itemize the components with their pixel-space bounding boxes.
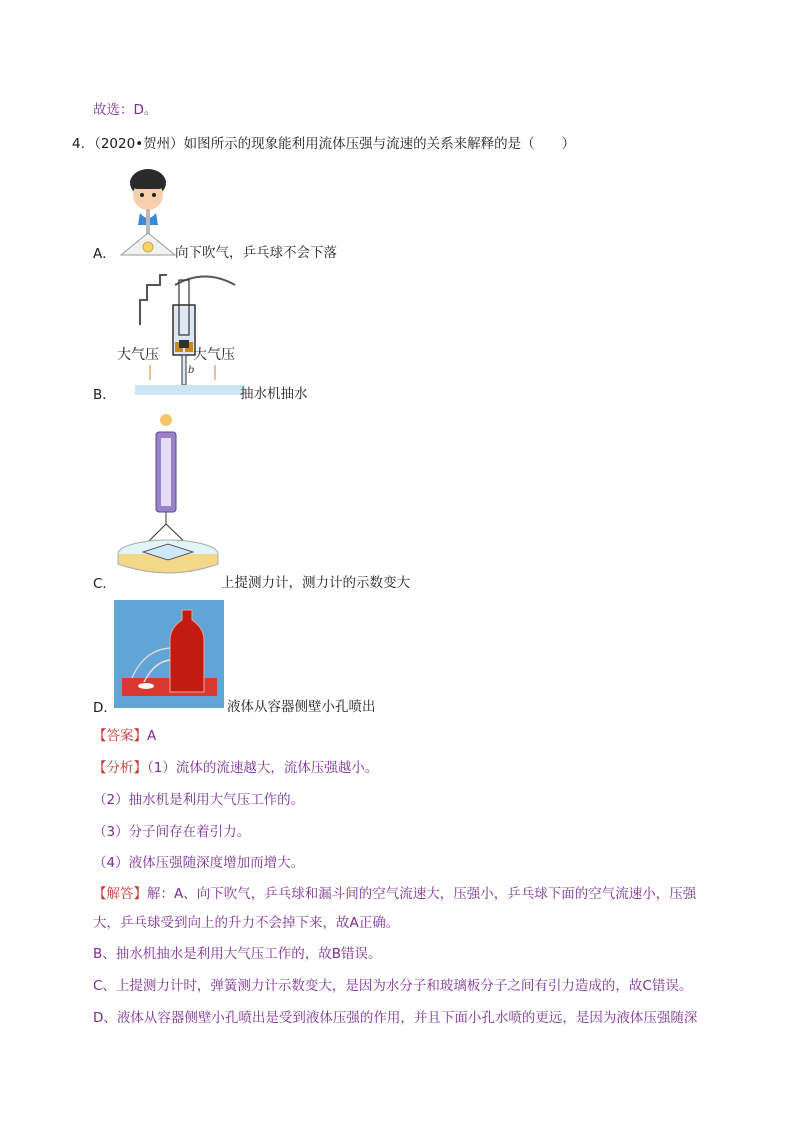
- option-b: [93, 385, 116, 405]
- pressure-label-right: 大气压: [193, 347, 235, 363]
- option-c-letter: C．: [93, 576, 116, 592]
- analysis-line-4: （4）液体压强随深度增加而增大。: [93, 855, 305, 871]
- question-number: 4．: [72, 136, 95, 152]
- question-source: （2020•贺州）: [94, 136, 184, 152]
- previous-answer: 故选：D。: [93, 102, 158, 118]
- analysis-tag: 【分析】: [93, 760, 147, 776]
- option-a-text: 向下吹气，乒乓球不会下落: [175, 245, 337, 261]
- option-b-figure: [135, 270, 245, 395]
- analysis-line-2: （2）抽水机是利用大气压工作的。: [93, 792, 305, 808]
- option-c: [93, 574, 116, 594]
- b-label: b: [188, 365, 195, 376]
- option-b-text: 抽水机抽水: [240, 386, 308, 402]
- answer-tag: 【答案】: [93, 728, 147, 744]
- pressure-label-left: 大气压: [117, 347, 159, 363]
- solution-line-3: B、抽水机抽水是利用大气压工作的，故B错误。: [93, 946, 382, 962]
- question-line: [72, 134, 575, 154]
- analysis-text-1: （1）流体的流速越大，流体压强越小。: [147, 760, 379, 776]
- analysis-line-3: （3）分子间存在着引力。: [93, 824, 251, 840]
- solution-line-4: C、上提测力计时，弹簧测力计示数变大，是因为水分子和玻璃板分子之间有引力造成的，故C错误。: [93, 978, 693, 994]
- option-d-figure: [114, 600, 224, 708]
- pump-handle-shape: [140, 275, 167, 325]
- option-d-text: 液体从容器侧壁小孔喷出: [227, 699, 376, 715]
- option-a: [93, 244, 116, 264]
- option-c-figure: [113, 412, 223, 582]
- solution-text-1: 解：A、向下吹气，乒乓球和漏斗间的空气流速大，压强小，乒乓球下面的空气流速小，压强: [147, 886, 697, 902]
- solution-tag: 【解答】: [93, 886, 147, 902]
- analysis-line-1: [93, 758, 378, 778]
- funnel-stem: [146, 209, 150, 235]
- answer-line: [93, 726, 156, 746]
- solution-line-5: D、液体从容器侧壁小孔喷出是受到液体压强的作用，并且下面小孔水喷的更远，是因为液体压强随深: [93, 1010, 698, 1026]
- solution-line-1: [93, 884, 696, 904]
- option-d-letter: D．: [93, 700, 117, 716]
- solution-line-2: 大，乒乓球受到向上的升力不会掉下来，故A正确。: [93, 915, 400, 931]
- question-stem: 如图所示的现象能利用流体压强与流速的关系来解释的是（ ）: [183, 136, 576, 152]
- hand-shape: [160, 414, 172, 426]
- option-b-letter: B．: [93, 387, 116, 403]
- option-a-letter: A．: [93, 246, 116, 262]
- answer-value: A: [147, 728, 157, 744]
- option-d: [93, 698, 117, 718]
- ball-shape: [143, 242, 153, 252]
- option-c-text: 上提测力计，测力计的示数变大: [221, 575, 410, 591]
- water-shape: [135, 385, 245, 395]
